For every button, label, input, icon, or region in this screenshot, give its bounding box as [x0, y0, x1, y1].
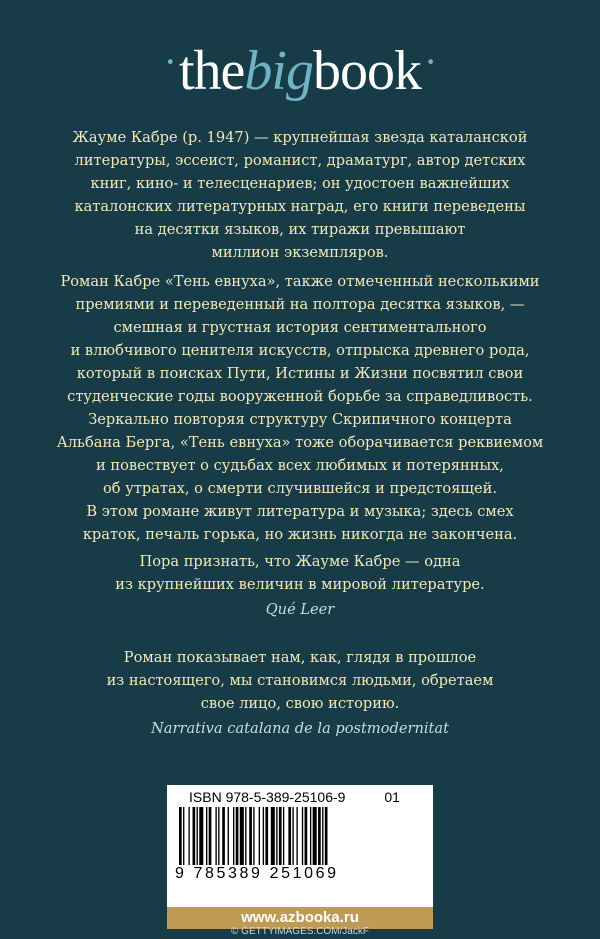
quote-source: Narrativa catalana de la postmodernitat: [151, 720, 449, 737]
barcode-icon: [175, 807, 425, 865]
isbn-addon: 01: [384, 789, 400, 805]
logo-book: book: [312, 40, 421, 102]
logo-the: the: [179, 40, 245, 102]
quote-line: Пора признать, что Жауме Кабре — одна: [139, 553, 461, 570]
press-quote-1: [20, 550, 580, 621]
novel-paragraph: [20, 270, 580, 546]
press-quote-2: [20, 646, 580, 740]
text-line: и влюбчивого ценителя искусств, отпрыска древнего рода,: [70, 342, 530, 359]
text-line: каталонских литературных наград, его книги переведены: [74, 198, 526, 215]
quote-source: Qué Leer: [265, 601, 335, 618]
text-line: премиями и переведенный на полтора десятка языков, —: [75, 296, 525, 313]
text-line: смешная и грустная история сентиментального: [113, 319, 487, 336]
text-line: на десятки языков, их тиражи превышают: [134, 221, 466, 238]
logo-big: big: [244, 40, 313, 102]
text-line: и повествует о судьбах всех любимых и потерянных,: [96, 457, 504, 474]
text-line: который в поисках Пути, Истины и Жизни посвятил свои: [76, 365, 524, 382]
text-line: об утратах, о смерти случившейся и предстоящей.: [102, 480, 497, 497]
text-line: В этом романе живут литература и музыка; здесь смех: [86, 503, 514, 520]
author-paragraph: [20, 126, 580, 264]
text-line: Альбана Берга, «Тень евнуха» тоже оборачивается реквиемом: [56, 434, 544, 451]
quote-line: из крупнейших величин в мировой литературе.: [115, 576, 485, 593]
isbn-label: [189, 789, 429, 805]
logo-dot-right: ·: [423, 39, 437, 84]
text-line: Роман Кабре «Тень евнуха», также отмеченный несколькими: [60, 273, 540, 290]
text-line: студенческие годы вооруженной борьбе за справедливость.: [67, 388, 533, 405]
quote-line: Роман показывает нам, как, глядя в прошлое: [123, 649, 477, 666]
text-line: краток, печаль горька, но жизнь никогда не закончена.: [82, 526, 518, 543]
publisher-website: www.azbooka.ru: [167, 907, 433, 929]
text-line: Зеркально повторяя структуру Скрипичного концерта: [88, 411, 512, 428]
isbn-number: ISBN 978-5-389-25106-9: [189, 789, 346, 805]
photo-credit: © GETTYIMAGES.COM/JackF: [231, 926, 369, 937]
isbn-digits: 9 785389 251069: [175, 865, 339, 882]
text-line: книг, кино- и телесценариев; он удостоен важнейших: [90, 175, 510, 192]
text-line: литературы, эссеист, романист, драматург, автор детских: [74, 152, 526, 169]
logo-dot-left: ·: [163, 39, 176, 84]
text-line: миллион экземпляров.: [211, 244, 389, 261]
barcode-panel: [167, 785, 433, 907]
publisher-logo: [0, 30, 600, 102]
text-line: Жауме Кабре (р. 1947) — крупнейшая звезда каталанской: [72, 129, 528, 146]
quote-line: свое лицо, свою историю.: [200, 695, 400, 712]
quote-line: из настоящего, мы становимся людьми, обретаем: [106, 672, 494, 689]
